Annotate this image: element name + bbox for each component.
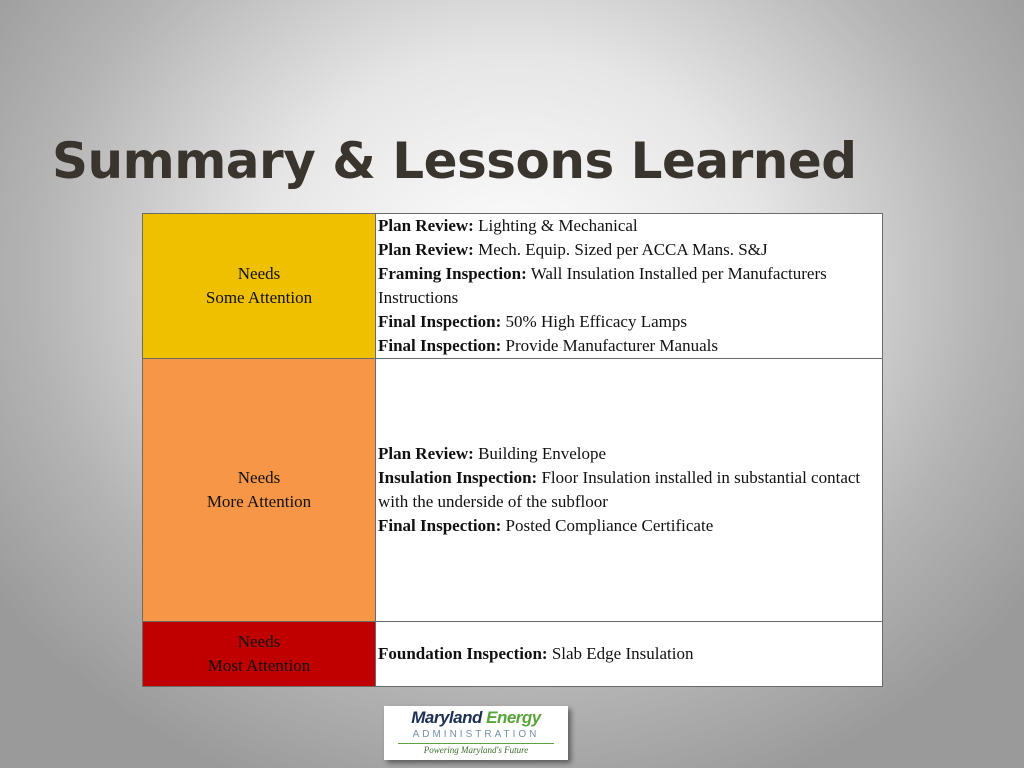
inspection-item-text: Slab Edge Insulation	[547, 644, 694, 663]
inspection-item	[378, 262, 880, 310]
logo-name-energy: Energy	[486, 708, 541, 727]
attention-level-cell	[143, 214, 376, 359]
inspection-item	[378, 334, 880, 358]
logo-name	[384, 707, 568, 729]
logo-name-maryland: Maryland	[411, 708, 482, 727]
inspection-item-label: Final Inspection:	[378, 336, 502, 355]
logo-tagline: Powering Maryland's Future	[423, 745, 529, 755]
inspection-item	[378, 514, 880, 538]
attention-level-line1: Needs	[237, 264, 281, 283]
inspection-item	[378, 642, 880, 666]
attention-level-line2: Most Attention	[207, 656, 311, 675]
inspection-item-text: Floor Insulation installed in substantial contact with the underside of the subfloor	[378, 468, 861, 511]
attention-level-line2: More Attention	[206, 492, 312, 511]
table-row-most-attention	[143, 622, 883, 687]
inspection-item-text: Mech. Equip. Sized per ACCA Mans. S&J	[473, 240, 768, 259]
inspection-item-label: Plan Review:	[378, 444, 474, 463]
inspection-item-text: Wall Insulation Installed per Manufacturers Instructions	[378, 264, 827, 307]
attention-level-cell	[143, 622, 376, 687]
inspection-items-cell	[376, 214, 883, 359]
attention-summary-table	[142, 213, 883, 687]
inspection-item	[378, 214, 880, 238]
inspection-item	[378, 238, 880, 262]
inspection-item	[378, 442, 880, 466]
attention-level-line2: Some Attention	[205, 288, 313, 307]
logo-subtitle: ADMINISTRATION	[412, 729, 540, 740]
table-row-more-attention	[143, 359, 883, 622]
inspection-item-label: Plan Review:	[378, 240, 474, 259]
inspection-items-cell	[376, 359, 883, 622]
inspection-item-label: Foundation Inspection:	[378, 644, 548, 663]
attention-level-cell	[143, 359, 376, 622]
inspection-item-text: Lighting & Mechanical	[473, 216, 638, 235]
maryland-energy-logo	[384, 706, 568, 760]
inspection-item-label: Final Inspection:	[378, 312, 502, 331]
inspection-item	[378, 310, 880, 334]
inspection-items-cell	[376, 622, 883, 687]
inspection-item-text: Posted Compliance Certificate	[501, 516, 714, 535]
inspection-item-label: Final Inspection:	[378, 516, 502, 535]
inspection-item-label: Framing Inspection:	[378, 264, 527, 283]
inspection-item-label: Plan Review:	[378, 216, 474, 235]
inspection-item-text: Building Envelope	[473, 444, 607, 463]
inspection-item-text: Provide Manufacturer Manuals	[501, 336, 718, 355]
inspection-item-text: 50% High Efficacy Lamps	[501, 312, 687, 331]
table-row-some-attention	[143, 214, 883, 359]
slide-title: Summary & Lessons Learned	[52, 132, 857, 190]
attention-level-line1: Needs	[237, 468, 281, 487]
attention-level-line1: Needs	[237, 632, 281, 651]
inspection-item	[378, 466, 880, 514]
inspection-item-label: Insulation Inspection:	[378, 468, 538, 487]
